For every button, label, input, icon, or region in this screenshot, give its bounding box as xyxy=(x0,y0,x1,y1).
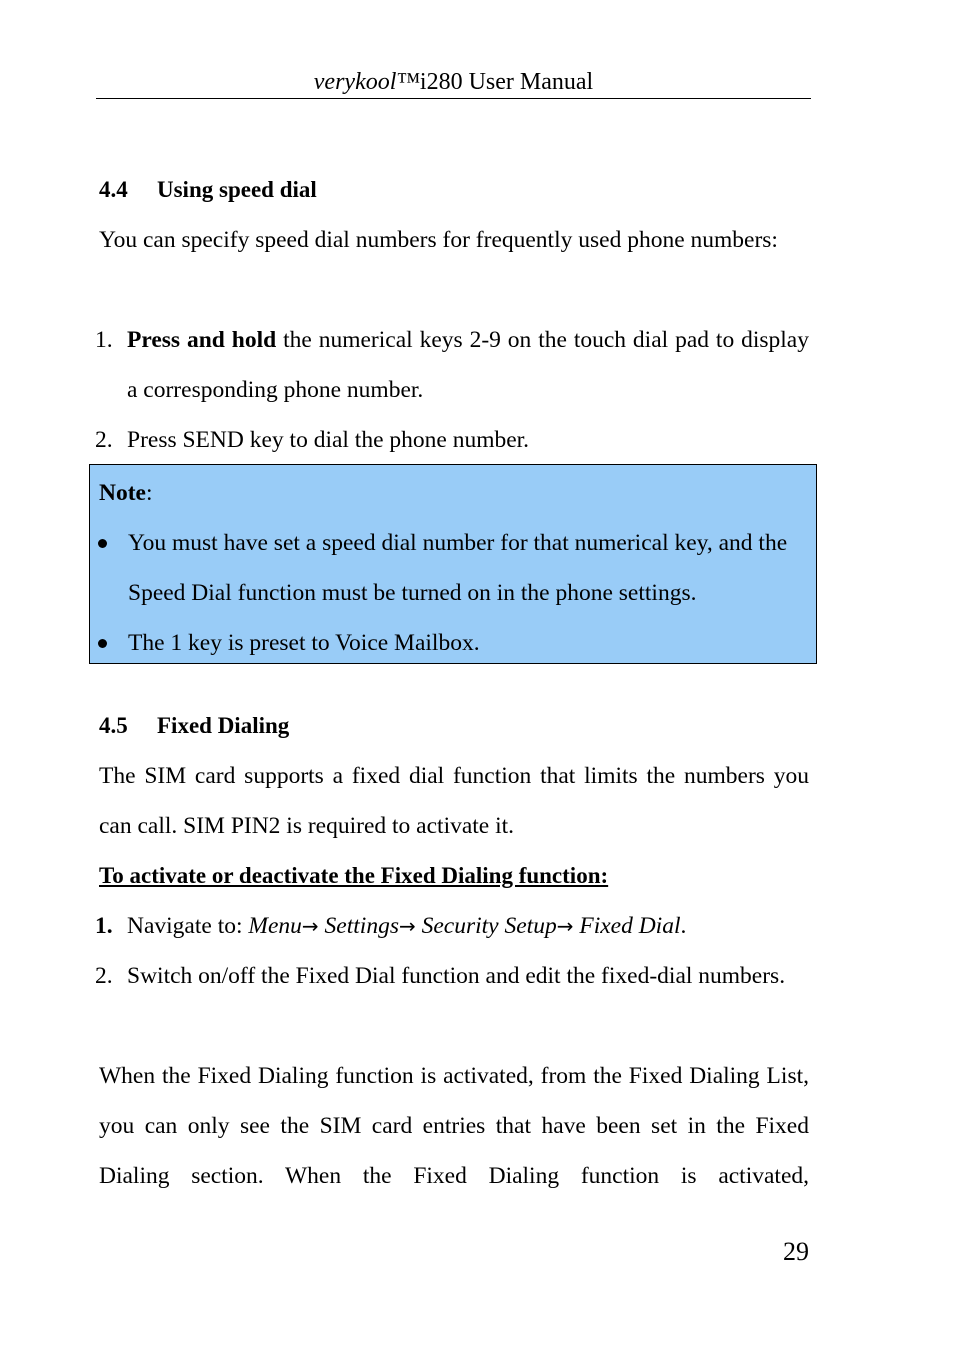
step-marker: 2. xyxy=(95,963,113,989)
note-bullet-text: The 1 key is preset to Voice Mailbox. xyxy=(128,630,480,656)
section-title: Using speed dial xyxy=(157,177,317,202)
speed-dial-step-2 xyxy=(95,415,809,465)
menu-path-item: Settings xyxy=(324,913,399,939)
arrow-right-icon: → xyxy=(301,914,319,938)
note-title xyxy=(99,468,153,518)
bullet-icon xyxy=(98,639,107,648)
arrow-right-icon: → xyxy=(398,914,416,938)
step-marker: 2. xyxy=(95,427,113,453)
step-text: Press SEND key to dial the phone number. xyxy=(127,427,530,453)
fixed-dialing-subheading: To activate or deactivate the Fixed Dialing function: xyxy=(99,863,609,888)
fixed-dialing-body: When the Fixed Dialing function is activated, from the Fixed Dialing List, you can only see the SIM card entries that have been set in the Fixed Dialing section. When the Fixed Dialing function is activated, xyxy=(99,1063,809,1189)
step-marker: 1. xyxy=(95,327,113,353)
section-number: 4.5 xyxy=(99,713,128,738)
arrow-right-icon: → xyxy=(556,914,574,938)
step-text: Switch on/off the Fixed Dial function and edit the fixed-dial numbers. xyxy=(127,963,786,989)
fixed-dialing-step-1 xyxy=(95,901,809,951)
header-title: i280 User Manual xyxy=(419,69,594,95)
step-prefix: Navigate to: xyxy=(127,913,249,939)
section-heading-speed-dial xyxy=(99,175,317,205)
step-marker: 1. xyxy=(95,913,113,939)
step-emphasis: Press and hold xyxy=(127,327,277,353)
header-brand: verykool™ xyxy=(313,69,420,95)
section-number: 4.4 xyxy=(99,177,128,202)
speed-dial-step-1 xyxy=(95,315,809,415)
step-body: the numerical keys 2-9 on the touch dial pad to display a corresponding phone number. xyxy=(127,327,809,403)
step-text xyxy=(127,901,809,951)
section-heading-fixed-dialing xyxy=(99,711,289,741)
step-suffix: . xyxy=(680,913,687,939)
page-number: 29 xyxy=(783,1237,809,1266)
bullet-icon xyxy=(98,539,107,548)
menu-path-item: Fixed Dial xyxy=(579,913,681,939)
page-header xyxy=(96,64,811,99)
section-title: Fixed Dialing xyxy=(157,713,290,738)
step-text xyxy=(127,315,809,415)
note-label: Note xyxy=(99,480,146,506)
note-box xyxy=(89,464,817,664)
fixed-dialing-intro: The SIM card supports a fixed dial function that limits the numbers you can call. SIM PIN2 is required to activate it. xyxy=(99,763,809,839)
note-bullet-text: You must have set a speed dial number for that numerical key, and the Speed Dial function must be turned on in the phone settings. xyxy=(128,530,788,606)
menu-path-item: Menu xyxy=(248,913,302,939)
note-colon: : xyxy=(145,480,153,506)
fixed-dialing-step-2 xyxy=(95,951,809,1051)
menu-path-item: Security Setup xyxy=(421,913,557,939)
speed-dial-intro: You can specify speed dial numbers for frequently used phone numbers: xyxy=(99,227,778,253)
